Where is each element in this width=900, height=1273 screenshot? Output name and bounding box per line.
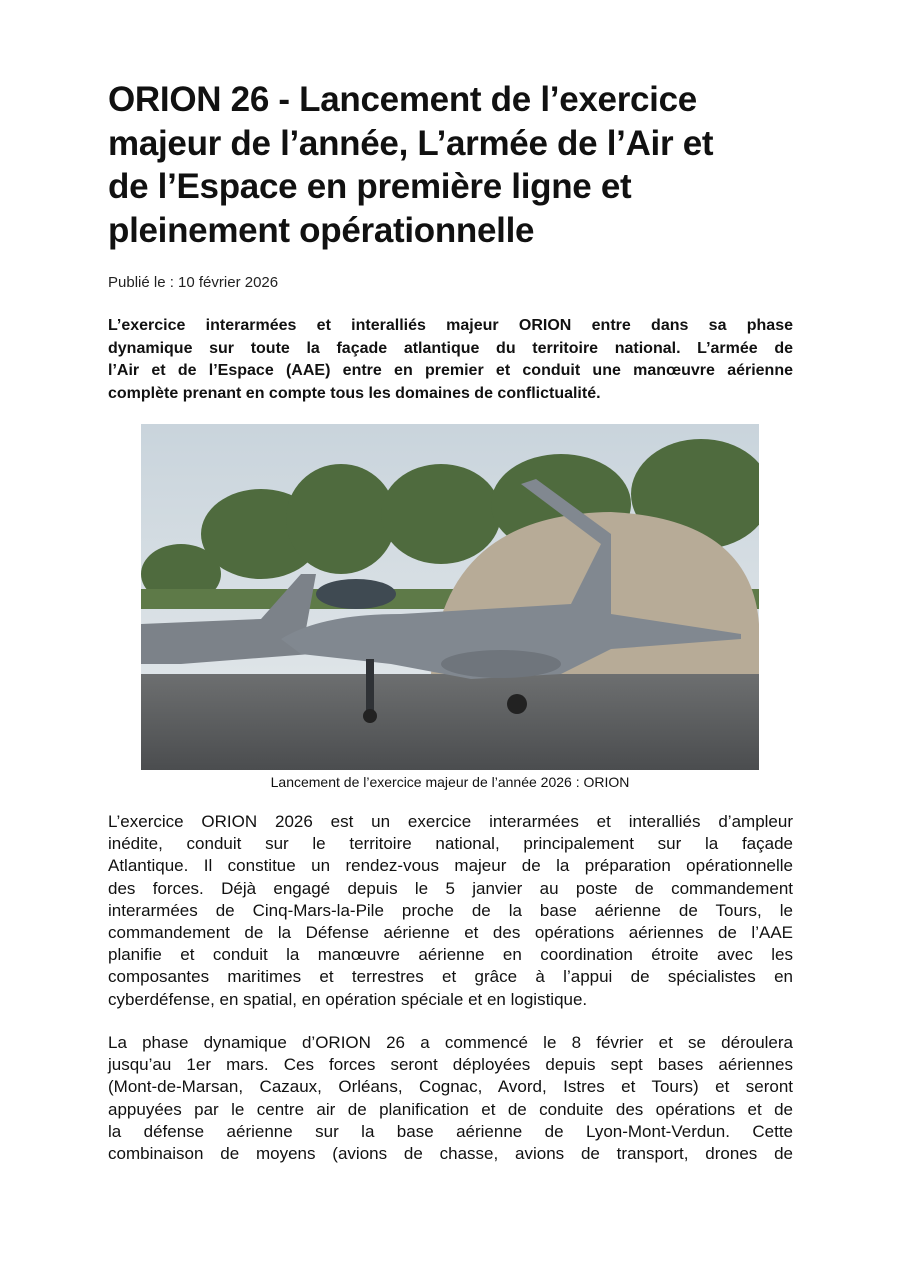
title-line: majeur de l’année, L’armée de l’Air et [108, 123, 714, 163]
body-line: interarmées de Cinq-Mars-la-Pile proche de la base aérienne de Tours, le [108, 900, 793, 920]
body-line: la défense aérienne sur la base aérienne de Lyon-Mont-Verdun. Cette [108, 1121, 793, 1141]
lead-line: complète prenant en compte tous les domaines de conflictualité. [108, 384, 601, 402]
jet-photo-illustration [141, 424, 759, 770]
lead-paragraph [108, 315, 793, 405]
lead-line: l’Air et de l’Espace (AAE) entre en premier et conduit une manœuvre aérienne [108, 362, 793, 379]
publication-date: Publié le : 10 février 2026 [108, 274, 279, 291]
lead-line: L’exercice interarmées et interalliés majeur ORION entre dans sa phase [108, 317, 793, 334]
body-line: jusqu’au 1er mars. Ces forces seront déployées depuis sept bases aériennes [108, 1055, 793, 1075]
body-line: L’exercice ORION 2026 est un exercice interarmées et interalliés d’ampleur [108, 812, 793, 831]
body-line: Atlantique. Il constitue un rendez-vous majeur de la préparation opérationnelle [108, 856, 793, 876]
body-line: appuyées par le centre air de planification et de conduite des opérations et de [108, 1099, 793, 1119]
title-line: pleinement opérationnelle [108, 210, 535, 250]
body-line: des forces. Déjà engagé depuis le 5 janvier au poste de commandement [108, 878, 793, 898]
body-line: (Mont-de-Marsan, Cazaux, Orléans, Cognac, Avord, Istres et Tours) et seront [108, 1077, 793, 1097]
photo-caption: Lancement de l’exercice majeur de l’année 2026 : ORION [270, 774, 630, 790]
lead-line: dynamique sur toute la façade atlantique du territoire national. L’armée de [108, 339, 793, 357]
article-photo-rafale-jet [141, 424, 759, 770]
title-line: de l’Espace en première ligne et [108, 167, 632, 206]
title-line: ORION 26 - Lancement de l’exercice [108, 80, 697, 119]
body-line: La phase dynamique d’ORION 26 a commencé le 8 février et se déroulera [108, 1033, 793, 1052]
body-line: composantes maritimes et terrestres et grâce à l’appui de spécialistes en [108, 967, 793, 987]
body-line: planifie et conduit la manœuvre aérienne en coordination étroite avec les [108, 945, 793, 965]
body-line: combinaison de moyens (avions de chasse, avions de transport, drones de [108, 1144, 793, 1164]
article-title [108, 78, 808, 252]
body-line: cyberdéfense, en spatial, en opération spéciale et en logistique. [108, 989, 588, 1009]
body-line: inédite, conduit sur le territoire national, principalement sur la façade [108, 834, 793, 854]
body-line: commandement de la Défense aérienne et des opérations aériennes de l’AAE [108, 923, 793, 943]
body-paragraph-1 [108, 811, 793, 1011]
body-paragraph-2 [108, 1032, 793, 1165]
